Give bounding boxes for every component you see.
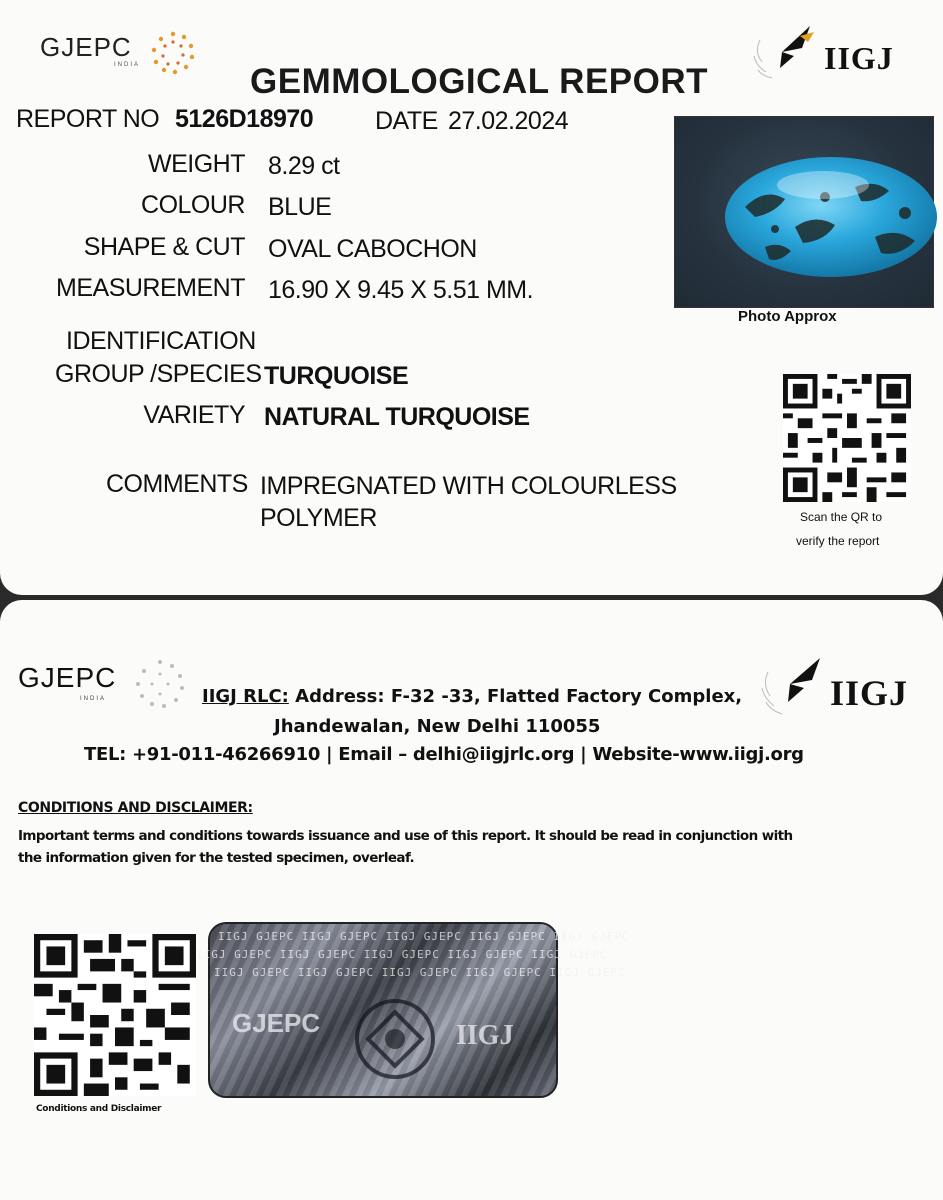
shape-cut-value: OVAL CABOCHON xyxy=(268,235,477,263)
iigj-logo-back xyxy=(760,652,930,722)
group-species-value: TURQUOISE xyxy=(264,362,409,390)
identification-label: IDENTIFICATION xyxy=(66,327,256,355)
hologram-logo-gjepc: GJEPC xyxy=(232,1008,321,1038)
variety-label: VARIETY xyxy=(143,401,245,429)
weight-value: 8.29 ct xyxy=(268,152,340,180)
hologram-microtext-1: IIGJ GJEPC IIGJ GJEPC IIGJ GJEPC IIGJ GJEPC IIGJ GJEPC xyxy=(218,930,630,943)
comments-value-line2: POLYMER xyxy=(260,504,377,532)
iigj-arrow-icon-back xyxy=(760,652,830,722)
sunburst-icon-back xyxy=(130,656,190,716)
gjepc-logo-back xyxy=(18,656,188,718)
hologram-microtext-2: IIGJ GJEPC IIGJ GJEPC IIGJ GJEPC IIGJ GJEPC IIGJ GJEPC xyxy=(196,948,608,961)
measurement-label: MEASUREMENT xyxy=(56,274,245,302)
sunburst-icon xyxy=(146,28,200,80)
address-line2: Jhandewalan, New Delhi 110055 xyxy=(274,716,601,737)
report-front-card xyxy=(0,0,943,595)
report-no-value: 5126D18970 xyxy=(175,105,314,133)
gjepc-logo xyxy=(40,28,200,80)
conditions-line2: the information given for the tested specimen, overleaf. xyxy=(18,850,415,866)
iigj-logo-text-back: IIGJ xyxy=(830,673,909,713)
comments-label: COMMENTS xyxy=(106,470,248,498)
comments-value-line1: IMPREGNATED WITH COLOURLESS xyxy=(260,472,677,500)
photo-caption: Photo Approx xyxy=(738,308,837,325)
conditions-line1: Important terms and conditions towards issuance and use of this report. It should be read in conjunction with xyxy=(18,828,793,844)
date-value: 27.02.2024 xyxy=(448,107,569,135)
iigj-logo-text: IIGJ xyxy=(824,40,894,76)
contact-line: TEL: +91-011-46266910 | Email – delhi@iigjrlc.org | Website-www.iigj.org xyxy=(84,744,804,765)
qr-caption-line1: Scan the QR to xyxy=(800,510,883,524)
report-back-card xyxy=(0,600,943,1200)
date-label: DATE xyxy=(375,107,438,135)
report-no-label: REPORT NO xyxy=(16,105,160,133)
turquoise-stone-image xyxy=(675,117,933,307)
gjepc-logo-text: GJEPC xyxy=(40,32,132,62)
qr-caption-line2: verify the report xyxy=(796,534,880,548)
gjepc-logo-subtext-back: INDIA xyxy=(80,696,107,702)
conditions-qr-code[interactable] xyxy=(34,934,196,1096)
iigj-logo xyxy=(752,22,922,86)
hologram-emblem-icon xyxy=(350,994,440,1084)
gjepc-logo-text-back: GJEPC xyxy=(18,662,117,693)
gjepc-logo-subtext: INDIA xyxy=(114,62,141,68)
conditions-qr-caption: Conditions and Disclaimer xyxy=(36,1104,162,1114)
colour-label: COLOUR xyxy=(141,191,245,219)
hologram-logo-iigj: IIGJ xyxy=(456,1020,514,1051)
address-text: Address: F-32 -33, Flatted Factory Complex, xyxy=(288,686,743,707)
group-species-label: GROUP /SPECIES xyxy=(55,360,262,388)
iigj-arrow-icon xyxy=(752,22,822,86)
shape-cut-label: SHAPE & CUT xyxy=(83,233,245,261)
report-title: GEMMOLOGICAL REPORT xyxy=(250,62,709,101)
weight-label: WEIGHT xyxy=(148,150,245,178)
stone-photo xyxy=(674,116,934,308)
variety-value: NATURAL TURQUOISE xyxy=(264,403,530,431)
colour-value: BLUE xyxy=(268,193,332,221)
address-line1 xyxy=(202,686,742,707)
measurement-value: 16.90 X 9.45 X 5.51 MM. xyxy=(268,276,534,304)
address-prefix: IIGJ RLC: xyxy=(202,686,289,707)
conditions-title: CONDITIONS AND DISCLAIMER: xyxy=(18,800,253,816)
hologram-sticker xyxy=(196,922,630,1098)
verify-qr-code[interactable] xyxy=(782,374,912,502)
hologram-microtext-3: IIGJ GJEPC IIGJ GJEPC IIGJ GJEPC IIGJ GJEPC IIGJ GJEPC xyxy=(214,966,626,979)
